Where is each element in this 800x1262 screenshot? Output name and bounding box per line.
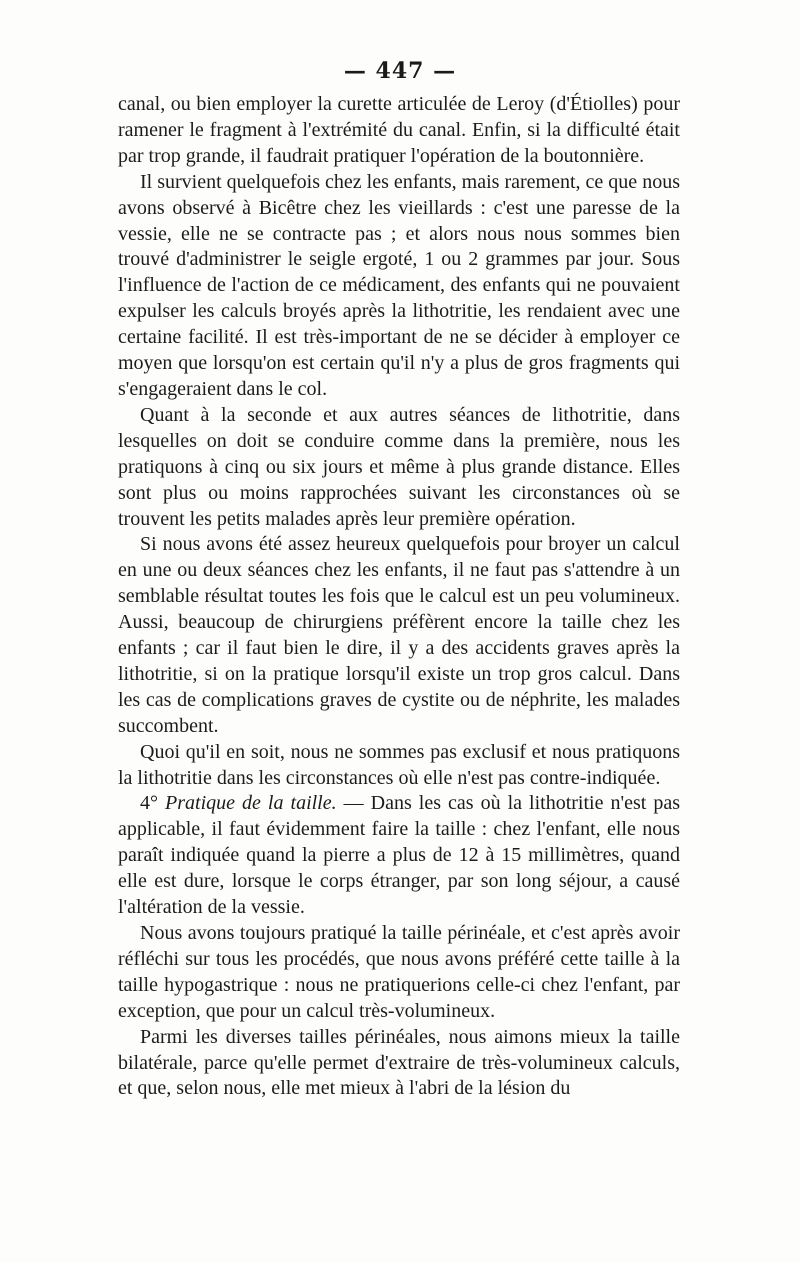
section-number: 4° <box>140 792 166 815</box>
paragraph-2: Il survient quelquefois chez les enfants, mais rarement, ce que nous avons observé à Bicêtre chez les vieillards : c'est une paresse de la vessie, elle ne se contracte pas ; et alors nous nous sommes bien trouvé d'administrer le seigle ergoté, 1 ou 2 grammes par jour. Sous l'influence de l'action de ce médicament, des enfants qui ne pouvaient expulser les calculs broyés après la lithotritie, les rendaient avec une certaine facilité. Il est très-important de ne se décider à employer ce moyen que lorsqu'on est certain qu'il n'y a plus de gros fragments qui s'engageraient dans le col. <box>118 170 680 400</box>
paragraph-8: Parmi les diverses tailles périnéales, nous aimons mieux la taille bilatérale, parce qu'elle permet d'extraire de très-volumineux calculs, et que, selon nous, elle met mieux à l'abri de la lésion du <box>118 1025 680 1100</box>
paragraph-6 <box>118 791 680 921</box>
paragraph-6-text: — Dans les cas où la lithotritie n'est pas applicable, il faut évidemment faire la taille : chez l'enfant, elle nous paraît indiquée quand la pierre a plus de 12 à 15 millimètres, quand elle est dure, lorsque le corps étranger, par son long séjour, a causé l'altération de la vessie. <box>118 792 681 919</box>
paragraph-3: Quant à la seconde et aux autres séances de lithotritie, dans lesquelles on doit se conduire comme dans la première, nous les pratiquons à cinq ou six jours et même à plus grande distance. Elles sont plus ou moins rapprochées suivant les circonstances où se trouvent les petits malades après leur première opération. <box>118 403 680 530</box>
paragraph-1: canal, ou bien employer la curette articulée de Leroy (d'Étiolles) pour ramener le fragment à l'extrémité du canal. Enfin, si la difficulté était par trop grande, il faudrait pratiquer l'opération de la boutonnière. <box>118 93 680 167</box>
paragraph-5: Quoi qu'il en soit, nous ne sommes pas exclusif et nous pratiquons la lithotritie dans les circonstances où elle n'est pas contre-indiquée. <box>118 740 680 789</box>
paragraph-4: Si nous avons été assez heureux quelquefois pour broyer un calcul en une ou deux séances chez les enfants, il ne faut pas s'attendre à un semblable résultat toutes les fois que le calcul est un peu volumineux. Aussi, beaucoup de chirurgiens préfèrent encore la taille chez les enfants ; car il faut bien le dire, il y a des accidents graves après la lithotritie, si on la pratique lorsqu'il existe un trop gros calcul. Dans les cas de complications graves de cystite ou de néphrite, les malades succombent. <box>118 533 680 737</box>
section-heading: Pratique de la taille. <box>165 792 337 815</box>
body-text <box>118 92 680 1102</box>
page-number: — 447 — <box>343 58 457 84</box>
paragraph-7: Nous avons toujours pratiqué la taille périnéale, et c'est après avoir réfléchi sur tous les procédés, que nous avons préféré cette taille à la taille hypogastrique : nous ne pratiquerions celle-ci chez l'enfant, par exception, que pour un calcul très-volumineux. <box>118 922 680 1022</box>
